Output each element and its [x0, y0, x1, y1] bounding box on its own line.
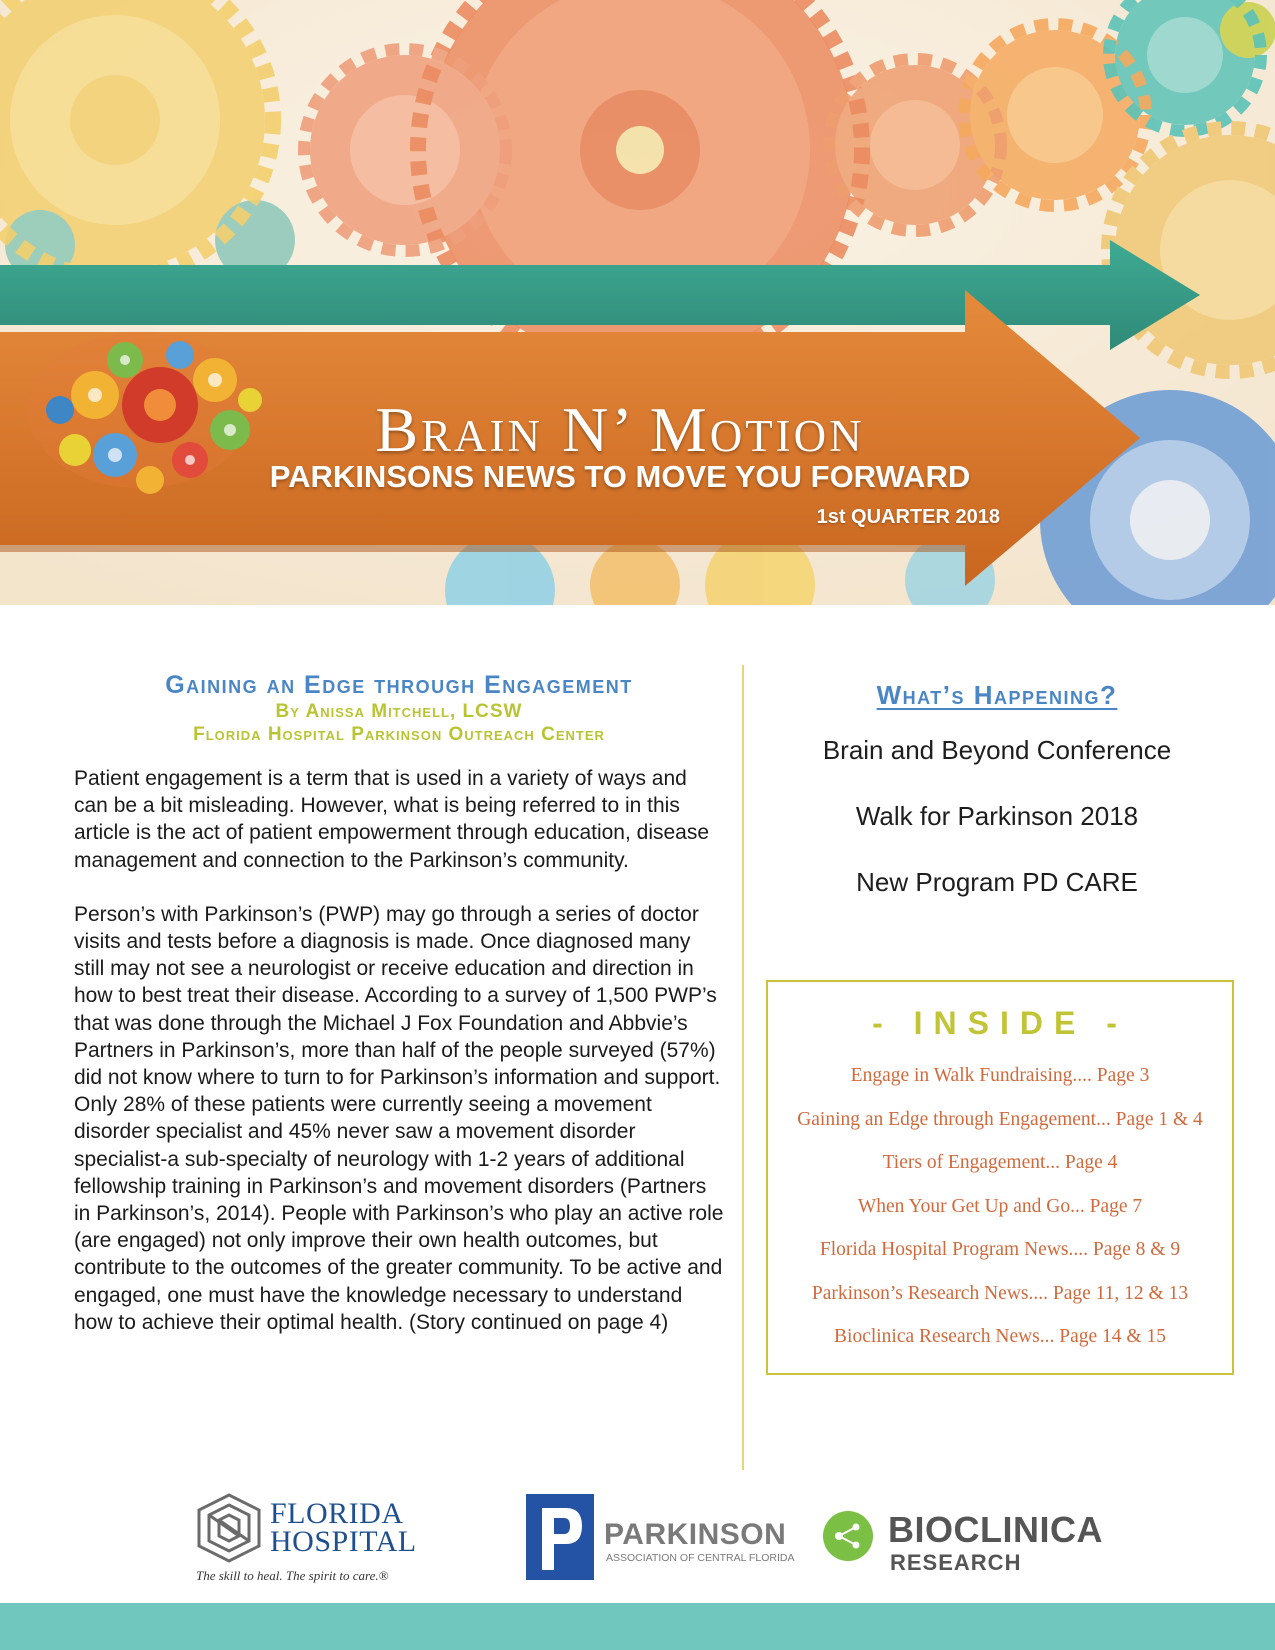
article-paragraph: Person’s with Parkinson’s (PWP) may go through a series of doctor visits and tests before a diagnosis is made. Once diagnosed many still may not see a neurologist or receive education and direction in how to best treat their disease. According to a survey of 1,500 PWP’s that was done through the Michael J Fox Foundation and Abbvie’s Partners in Parkinson’s, more than half of the people surveyed (57%) did not know where to turn to for Parkinson’s information and support. Only 28% of these patients were currently seeing a movement disorder specialist and 45% never saw a movement disorder specialist-a sub-specialty of neurology with 1-2 years of additional fellowship training in Parkinson’s and movement disorders (Partners in Parkinson’s, 2014). People with Parkinson’s who play an active role (are engaged) not only improve their own health outcomes, but contribute to the outcomes of the greater community. To be active and engaged, one must have the knowledge necessary to understand how to achieve their optimal health. (Story continued on page 4): [74, 902, 724, 1334]
contents-item[interactable]: When Your Get Up and Go... Page 7: [857, 1195, 1143, 1217]
title-block: [240, 394, 1000, 528]
gear-background-illustration: [0, 0, 1275, 605]
parkinson-name: PARKINSON: [604, 1518, 787, 1551]
florida-hospital-name: FLORIDA HOSPITAL: [270, 1497, 417, 1558]
contents-item[interactable]: Parkinson’s Research News.... Page 11, 12 & 13: [811, 1282, 1189, 1304]
contents-item[interactable]: Engage in Walk Fundraising.... Page 3: [850, 1065, 1150, 1086]
list-item: Walk for Parkinson 2018: [855, 801, 1139, 831]
whats-happening-section: [772, 680, 1222, 931]
bioclinica-subtitle: RESEARCH: [890, 1550, 1022, 1575]
contents-item[interactable]: Gaining an Edge through Engagement... Page 1 & 4: [797, 1108, 1203, 1130]
bioclinica-molecule-icon: [822, 1510, 874, 1562]
list-item: Brain and Beyond Conference: [822, 735, 1172, 765]
parkinson-subtitle: ASSOCIATION OF CENTRAL FLORIDA: [606, 1552, 795, 1564]
contents-item[interactable]: Tiers of Engagement... Page 4: [882, 1152, 1118, 1173]
list-item: New Program PD CARE: [856, 867, 1138, 897]
header-banner: [0, 0, 1275, 605]
newsletter-subtitle: PARKINSONS NEWS TO MOVE YOU FORWARD: [269, 459, 971, 494]
lead-article: [74, 670, 724, 1336]
contents-item[interactable]: Bioclinica Research News... Page 14 & 15: [834, 1326, 1166, 1347]
parkinson-p-icon: [526, 1494, 594, 1580]
bioclinica-logo: [822, 1506, 1122, 1578]
inside-contents-list: [768, 1064, 1232, 1349]
florida-hospital-logo: [196, 1490, 426, 1590]
parkinson-association-logo: [526, 1494, 795, 1584]
whats-happening-title[interactable]: What’s Happening?: [876, 680, 1118, 710]
issue-quarter: 1st QUARTER 2018: [816, 506, 1000, 528]
florida-hospital-tagline: The skill to heal. The spirit to care.®: [196, 1568, 389, 1583]
footer-bar: [0, 1603, 1275, 1650]
florida-hospital-emblem-icon: [196, 1492, 262, 1564]
article-title: Gaining an Edge through Engagement: [165, 671, 633, 699]
article-organization: Florida Hospital Parkinson Outreach Center: [193, 724, 605, 745]
inside-contents-box: [766, 980, 1234, 1375]
article-paragraph: Patient engagement is a term that is used in a variety of ways and can be a bit misleading. However, what is being referred to in this article is the act of patient empowerment through education, disease management and connection to the Parkinson’s community.: [74, 767, 710, 872]
whats-happening-list: [772, 733, 1222, 899]
column-divider: [742, 665, 744, 1470]
contents-item[interactable]: Florida Hospital Program News.... Page 8 & 9: [819, 1239, 1181, 1260]
article-byline: By Anissa Mitchell, LCSW: [275, 701, 523, 722]
newsletter-title: Brain N’ Motion: [375, 394, 865, 465]
bioclinica-name: BIOCLINICA: [888, 1509, 1103, 1550]
inside-title: - INSIDE -: [872, 1005, 1128, 1041]
